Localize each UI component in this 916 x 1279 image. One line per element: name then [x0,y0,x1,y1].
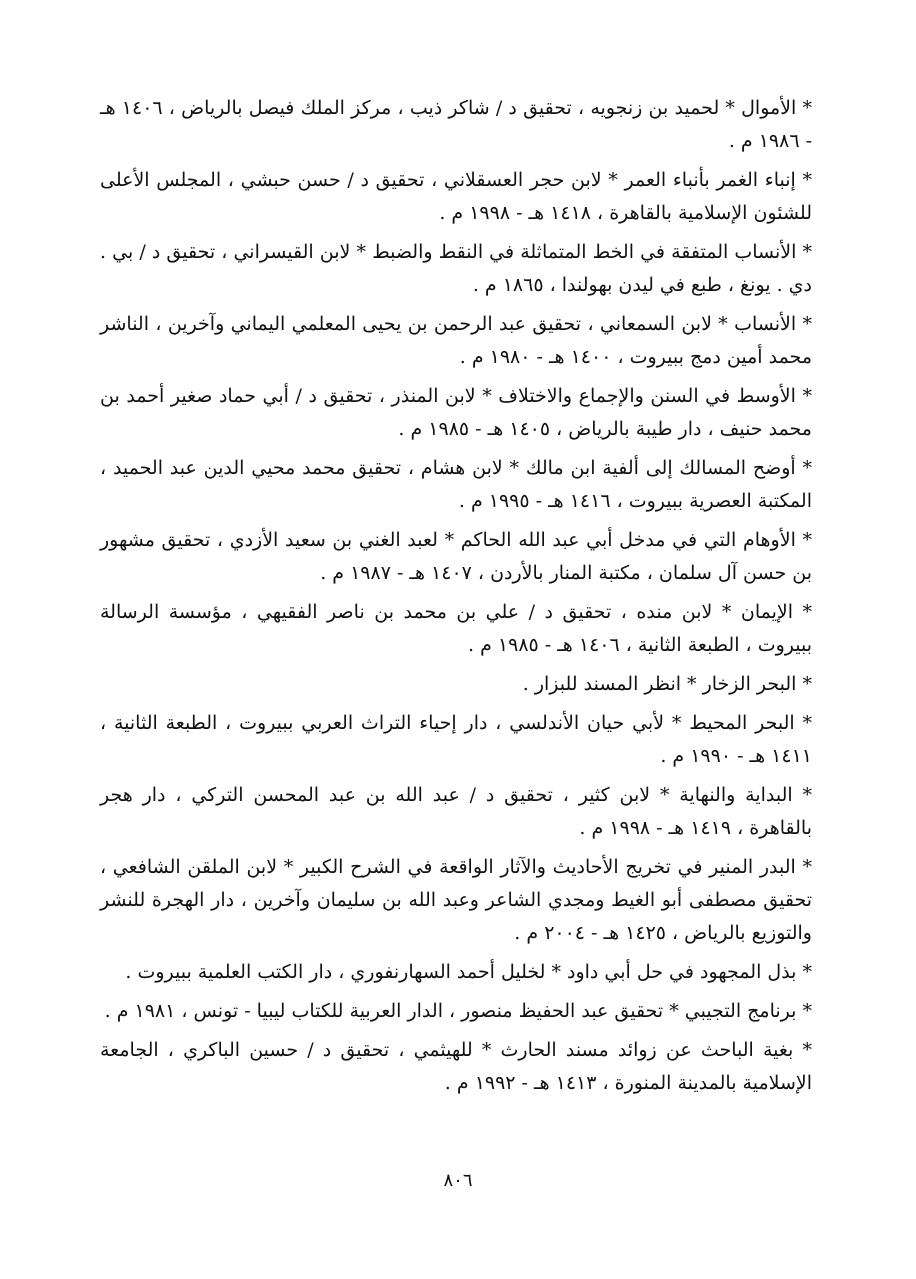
bibliography-entry: * برنامج التجيبي * تحقيق عبد الحفيظ منصور ، الدار العربية للكتاب ليبيا - تونس ، ١٩٨١ م . [104,1000,812,1022]
bibliography-entry: * الإيمان * لابن منده ، تحقيق د / علي بن محمد بن ناصر الفقيهي ، مؤسسة الرسالة ببيروت ، الطبعة الثانية ، ١٤٠٦ هـ - ١٩٨٥ م . [100,601,812,656]
bibliography-entry: * الأموال * لحميد بن زنجويه ، تحقيق د / شاكر ذيب ، مركز الملك فيصل بالرياض ، ١٤٠٦ هـ - ١٩٨٦ م . [100,97,812,152]
bibliography-entry: * إنباء الغمر بأنباء العمر * لابن حجر العسقلاني ، تحقيق د / حسن حبشي ، المجلس الأعلى للشئون الإسلامية بالقاهرة ، ١٤١٨ هـ - ١٩٩٨ م . [100,169,812,224]
bibliography-entry: * أوضح المسالك إلى ألفية ابن مالك * لابن هشام ، تحقيق محمد محيي الدين عبد الحميد ، المكتبة العصرية ببيروت ، ١٤١٦ هـ - ١٩٩٥ م . [100,457,812,512]
bibliography-entry: * الأنساب المتفقة في الخط المتماثلة في النقط والضبط * لابن القيسراني ، تحقيق د / بي . دي . يونغ ، طبع في ليدن بهولندا ، ١٨٦٥ م . [100,241,812,296]
page-number: ٨٠٦ [443,1170,473,1191]
bibliography-entry: * البحر المحيط * لأبي حيان الأندلسي ، دار إحياء التراث العربي ببيروت ، الطبعة الثانية ، ١٤١١ هـ - ١٩٩٠ م . [100,712,812,767]
bibliography-entry: * البداية والنهاية * لابن كثير ، تحقيق د / عبد الله بن عبد المحسن التركي ، دار هجر بالقاهرة ، ١٤١٩ هـ - ١٩٩٨ م . [100,784,812,839]
bibliography-entry: * البدر المنير في تخريج الأحاديث والآثار الواقعة في الشرح الكبير * لابن الملقن الشافعي ، تحقيق مصطفى أبو الغيط ومجدي الشاعر وعبد الله بن سليمان وآخرين ، دار الهجرة للنشر والتوزيع بالرياض ، ١٤٢٥ هـ - ٢٠٠٤ م . [100,856,812,944]
bibliography-entry: * الأنساب * لابن السمعاني ، تحقيق عبد الرحمن بن يحيى المعلمي اليماني وآخرين ، الناشر محمد أمين دمج ببيروت ، ١٤٠٠ هـ - ١٩٨٠ م . [100,313,812,368]
bibliography-entry: * الأوهام التي في مدخل أبي عبد الله الحاكم * لعبد الغني بن سعيد الأزدي ، تحقيق مشهور بن حسن آل سلمان ، مكتبة المنار بالأردن ، ١٤٠٧ هـ - ١٩٨٧ م . [100,529,812,584]
bibliography-entry: * بغية الباحث عن زوائد مسند الحارث * للهيثمي ، تحقيق د / حسين الباكري ، الجامعة الإسلامية بالمدينة المنورة ، ١٤١٣ هـ - ١٩٩٢ م . [100,1039,812,1094]
bibliography-entry: * الأوسط في السنن والإجماع والاختلاف * لابن المنذر ، تحقيق د / أبي حماد صغير أحمد بن محمد حنيف ، دار طيبة بالرياض ، ١٤٠٥ هـ - ١٩٨٥ م . [100,385,812,440]
bibliography-list [100,92,812,1106]
bibliography-entry: * البحر الزخار * انظر المسند للبزار . [522,673,812,695]
bibliography-entry: * بذل المجهود في حل أبي داود * لخليل أحمد السهارنفوري ، دار الكتب العلمية ببيروت . [125,961,812,983]
